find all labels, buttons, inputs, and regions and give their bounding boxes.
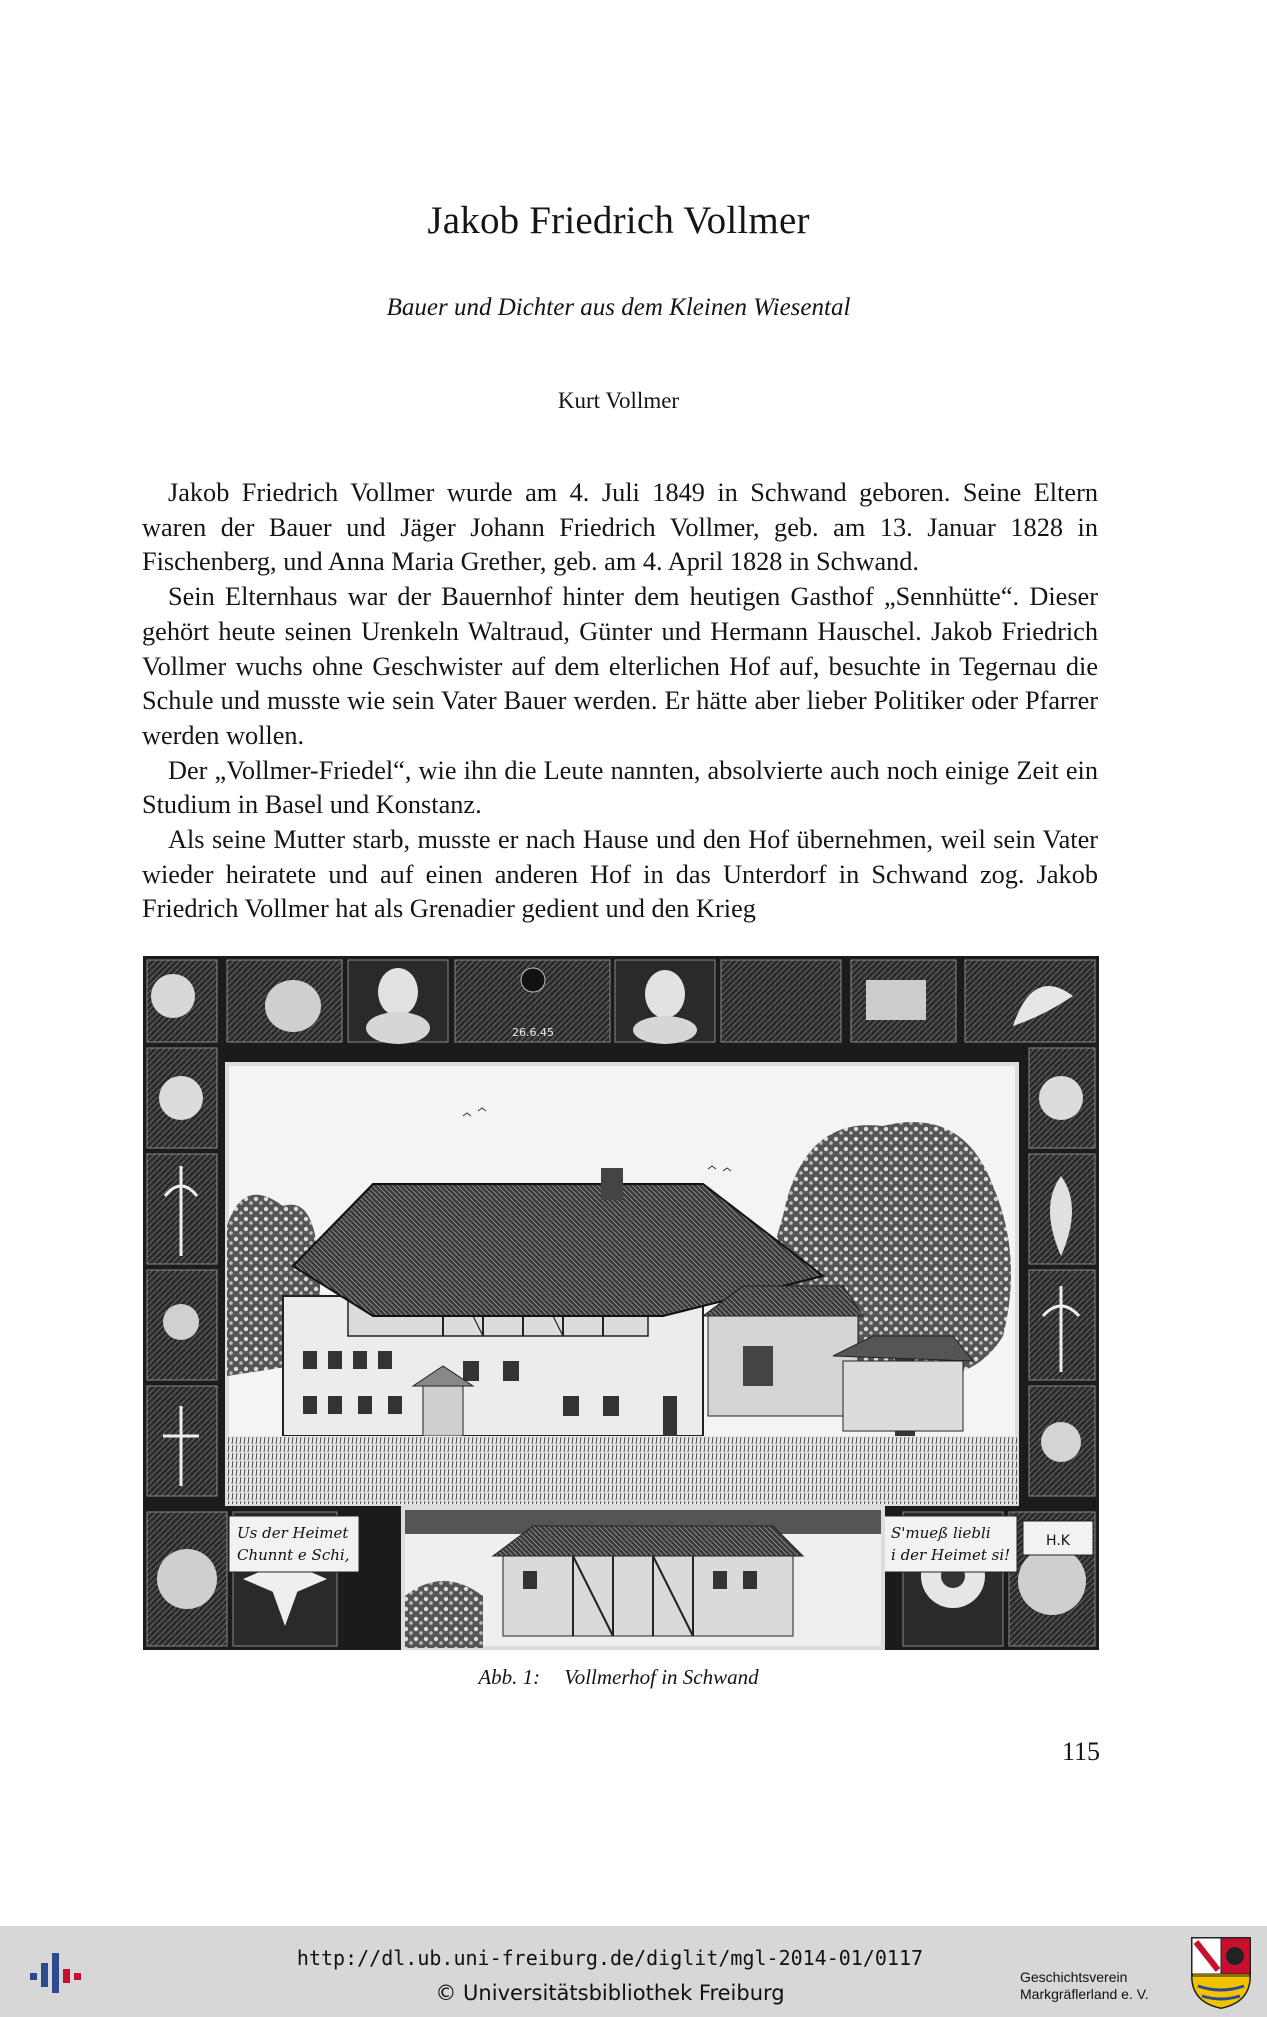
footer-copyright: © Universitätsbibliothek Freiburg: [435, 1981, 785, 2005]
drawing-date: 26.6.45: [512, 1026, 554, 1039]
farmhouse-illustration: [143, 956, 1099, 1650]
main-scene: [227, 1064, 1017, 1504]
figure-caption-text: Vollmerhof in Schwand: [564, 1665, 759, 1689]
article-subtitle: Bauer und Dichter aus dem Kleinen Wiesental: [386, 294, 851, 321]
artist-signature: H.K: [1046, 1533, 1070, 1549]
coat-of-arms-icon: [1190, 1936, 1252, 2010]
page-number: 115: [1061, 1737, 1100, 1766]
inscription-left-1: Us der Heimet: [237, 1524, 349, 1542]
body-paragraph: Jakob Friedrich Vollmer wurde am 4. Juli 1849 in Schwand geboren. Seine Eltern waren der Bauer und Jäger Johann Friedrich Vollmer, geb. am 13. Januar 1828 in Fischenberg, und Anna Maria Grether, geb. am 4. April 1828 in Schwand.: [142, 478, 1098, 577]
article-body: [142, 476, 1098, 927]
society-name: [1020, 1969, 1180, 2003]
article-author: Kurt Vollmer: [557, 388, 680, 413]
inscription-right-2: i der Heimet si!: [891, 1546, 1011, 1564]
figure-label: Abb. 1:: [478, 1665, 541, 1689]
footer-url-link[interactable]: http://dl.ub.uni-freiburg.de/diglit/mgl-2014-01/0117: [296, 1946, 924, 1970]
society-name-line2: Markgräflerland e. V.: [1020, 1986, 1149, 2002]
body-paragraph: Als seine Mutter starb, musste er nach Hause und den Hof übernehmen, weil sein Vater wieder heiratete und auf einen anderen Hof in das Unterdorf in Schwand zog. Jakob Friedrich Vollmer hat als Grenadier gedient und den Krieg: [142, 825, 1098, 924]
inscription-right-1: S'mueß liebli: [891, 1524, 991, 1542]
inscription-left-2: Chunnt e Schi,: [237, 1546, 350, 1564]
footer-bar: [0, 1926, 1267, 2017]
figure-caption: [0, 1665, 1237, 1690]
library-logo-icon: [30, 1947, 82, 1997]
society-name-line1: Geschichtsverein: [1020, 1969, 1128, 1985]
article-title: Jakob Friedrich Vollmer: [427, 199, 810, 242]
body-paragraph: Der „Vollmer-Friedel“, wie ihn die Leute nannten, absolvierte auch noch einige Zeit ein Studium in Basel und Konstanz.: [142, 755, 1098, 820]
body-paragraph: Sein Elternhaus war der Bauernhof hinter dem heutigen Gasthof „Sennhütte“. Dieser gehört heute seinen Urenkeln Waltraud, Günter und Hermann Hauschel. Jakob Friedrich Vollmer wuchs ohne Geschwister auf dem elterlichen Hof auf, besuchte in Tegernau die Schule und musste wie sein Vater Bauer werden. Er hätte aber lieber Politiker oder Pfarrer werden wollen.: [142, 582, 1098, 750]
inset-house-picture: [403, 1508, 883, 1648]
